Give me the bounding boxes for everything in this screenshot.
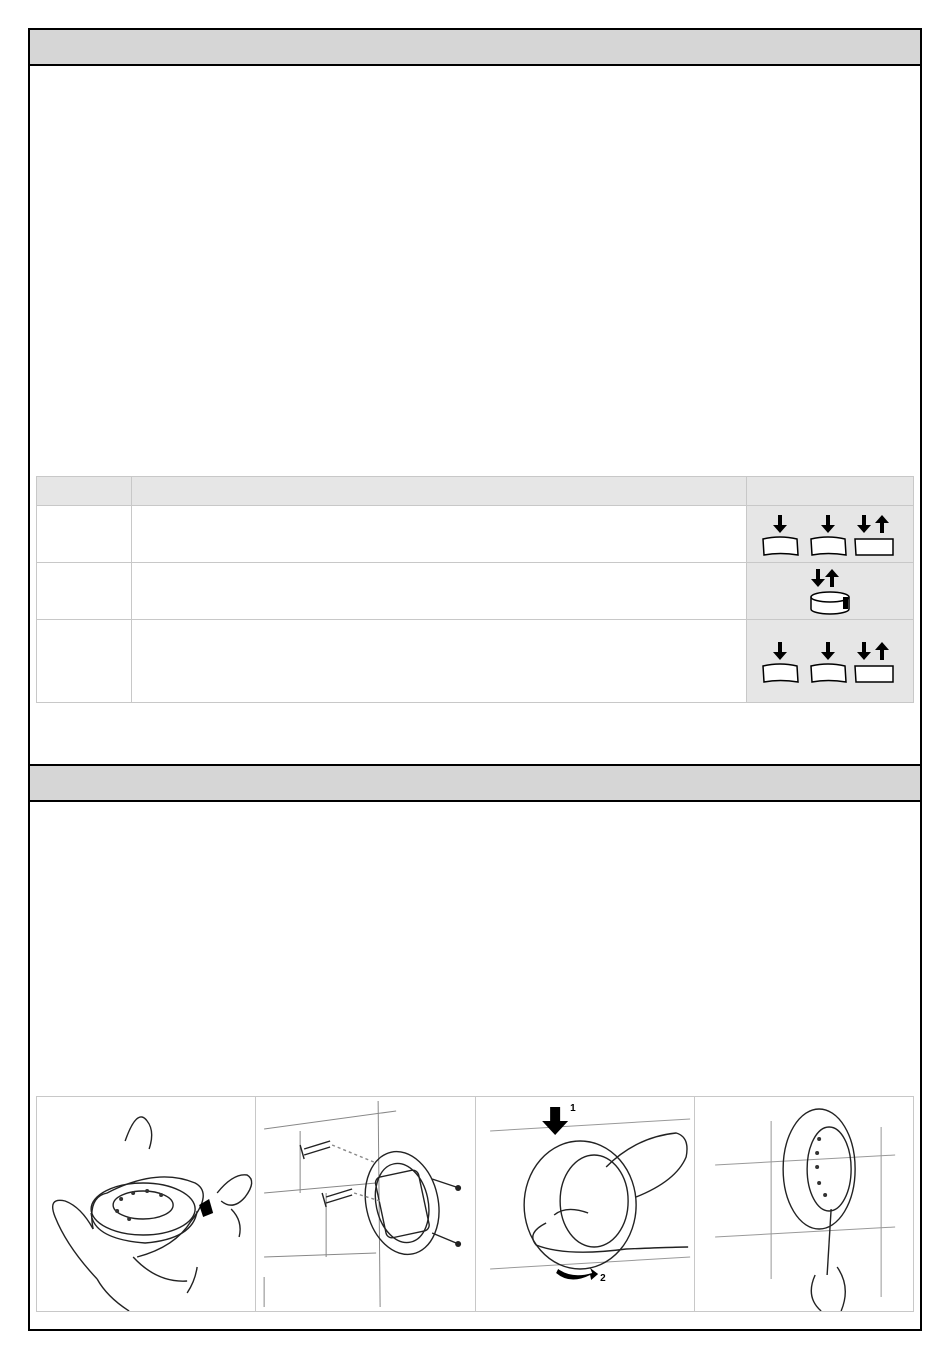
row-label — [37, 563, 132, 620]
table-header-cell — [747, 477, 914, 506]
illustration-screwdriver — [695, 1097, 913, 1311]
thermostat-in-hand-image — [37, 1097, 255, 1311]
row-description — [132, 620, 747, 703]
section-heading-2 — [28, 764, 922, 802]
turn-arrow-icon — [556, 1268, 598, 1280]
row-description — [132, 563, 747, 620]
table-header-cell — [132, 477, 747, 506]
table-row — [37, 506, 914, 563]
press-and-turn-image — [476, 1097, 694, 1311]
screwdriver-image — [695, 1097, 913, 1311]
actions-table — [36, 476, 914, 703]
button-sequence-icon — [747, 620, 914, 703]
button-sequence-icon — [747, 506, 914, 563]
wall-plate-image — [256, 1097, 474, 1311]
row-label — [37, 506, 132, 563]
press-arrow-icon — [542, 1107, 568, 1135]
row-label — [37, 620, 132, 703]
row-description — [132, 506, 747, 563]
section-heading-1 — [28, 28, 922, 66]
installation-illustrations — [36, 1096, 914, 1312]
table-header-cell — [37, 477, 132, 506]
callout-1: 1 — [569, 1103, 576, 1114]
callout-2: 2 — [599, 1273, 606, 1284]
illustration-wall-plate — [256, 1097, 475, 1311]
table-header-row — [37, 477, 914, 506]
dial-press-icon — [747, 563, 914, 620]
illustration-press-and-turn — [476, 1097, 695, 1311]
illustration-thermostat-in-hand — [37, 1097, 256, 1311]
table-row — [37, 620, 914, 703]
table-row — [37, 563, 914, 620]
